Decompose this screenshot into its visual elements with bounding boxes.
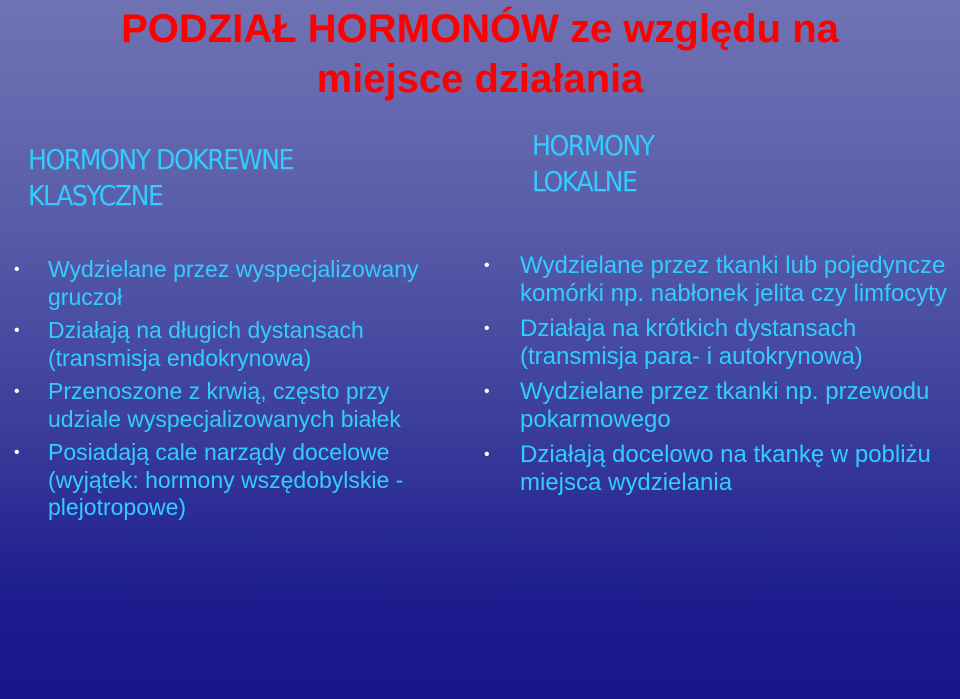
endocrine-hormones-list: [12, 256, 462, 528]
list-item: [484, 252, 954, 307]
slide-title: [0, 4, 960, 104]
bullet-icon: •: [484, 446, 490, 463]
bullet-icon: •: [14, 383, 20, 400]
bullet-icon: •: [14, 444, 20, 461]
list-item-text: Wydzielane przez wyspecjalizowany gruczoł: [48, 256, 419, 310]
list-item-text: Przenoszone z krwią, często przy udziale wyspecjalizowanych białek: [48, 378, 401, 432]
heading-left-line-2: KLASYCZNE: [28, 179, 163, 212]
list-item-text: Wydzielane przez tkanki lub pojedyncze komórki np. nabłonek jelita czy limfocyty: [520, 252, 947, 307]
list-item-text: Działaja na krótkich dystansach (transmisja para- i autokrynowa): [520, 315, 863, 370]
list-item: [12, 256, 462, 311]
heading-left-line-1: HORMONY DOKREWNE: [28, 143, 293, 176]
list-item: [484, 441, 954, 496]
slide-title-line-2: miejsce działania: [316, 57, 644, 101]
bullet-icon: •: [14, 322, 20, 339]
list-item-text: Wydzielane przez tkanki np. przewodu pokarmowego: [520, 378, 930, 433]
slide-title-line-1: PODZIAŁ HORMONÓW ze względu na: [121, 7, 839, 51]
heading-local-hormones: [532, 128, 654, 200]
list-item: [484, 378, 954, 433]
bullet-icon: •: [484, 383, 490, 400]
bullet-icon: •: [484, 257, 490, 274]
list-item-text: Działają docelowo na tkankę w pobliżu miejsca wydzielania: [520, 441, 931, 496]
heading-endocrine-hormones: [28, 142, 293, 214]
bullet-icon: •: [14, 261, 20, 278]
heading-right-line-1: HORMONY: [532, 129, 654, 162]
list-item: [12, 378, 462, 433]
list-item: [12, 439, 462, 522]
list-item: [12, 317, 462, 372]
local-hormones-list: [484, 252, 954, 504]
list-item-text: Posiadają cale narządy docelowe (wyjątek: hormony wszędobylskie - plejotropowe): [48, 439, 404, 520]
heading-right-line-2: LOKALNE: [532, 165, 637, 198]
bullet-icon: •: [484, 320, 490, 337]
list-item-text: Działają na długich dystansach (transmisja endokrynowa): [48, 317, 364, 371]
list-item: [484, 315, 954, 370]
